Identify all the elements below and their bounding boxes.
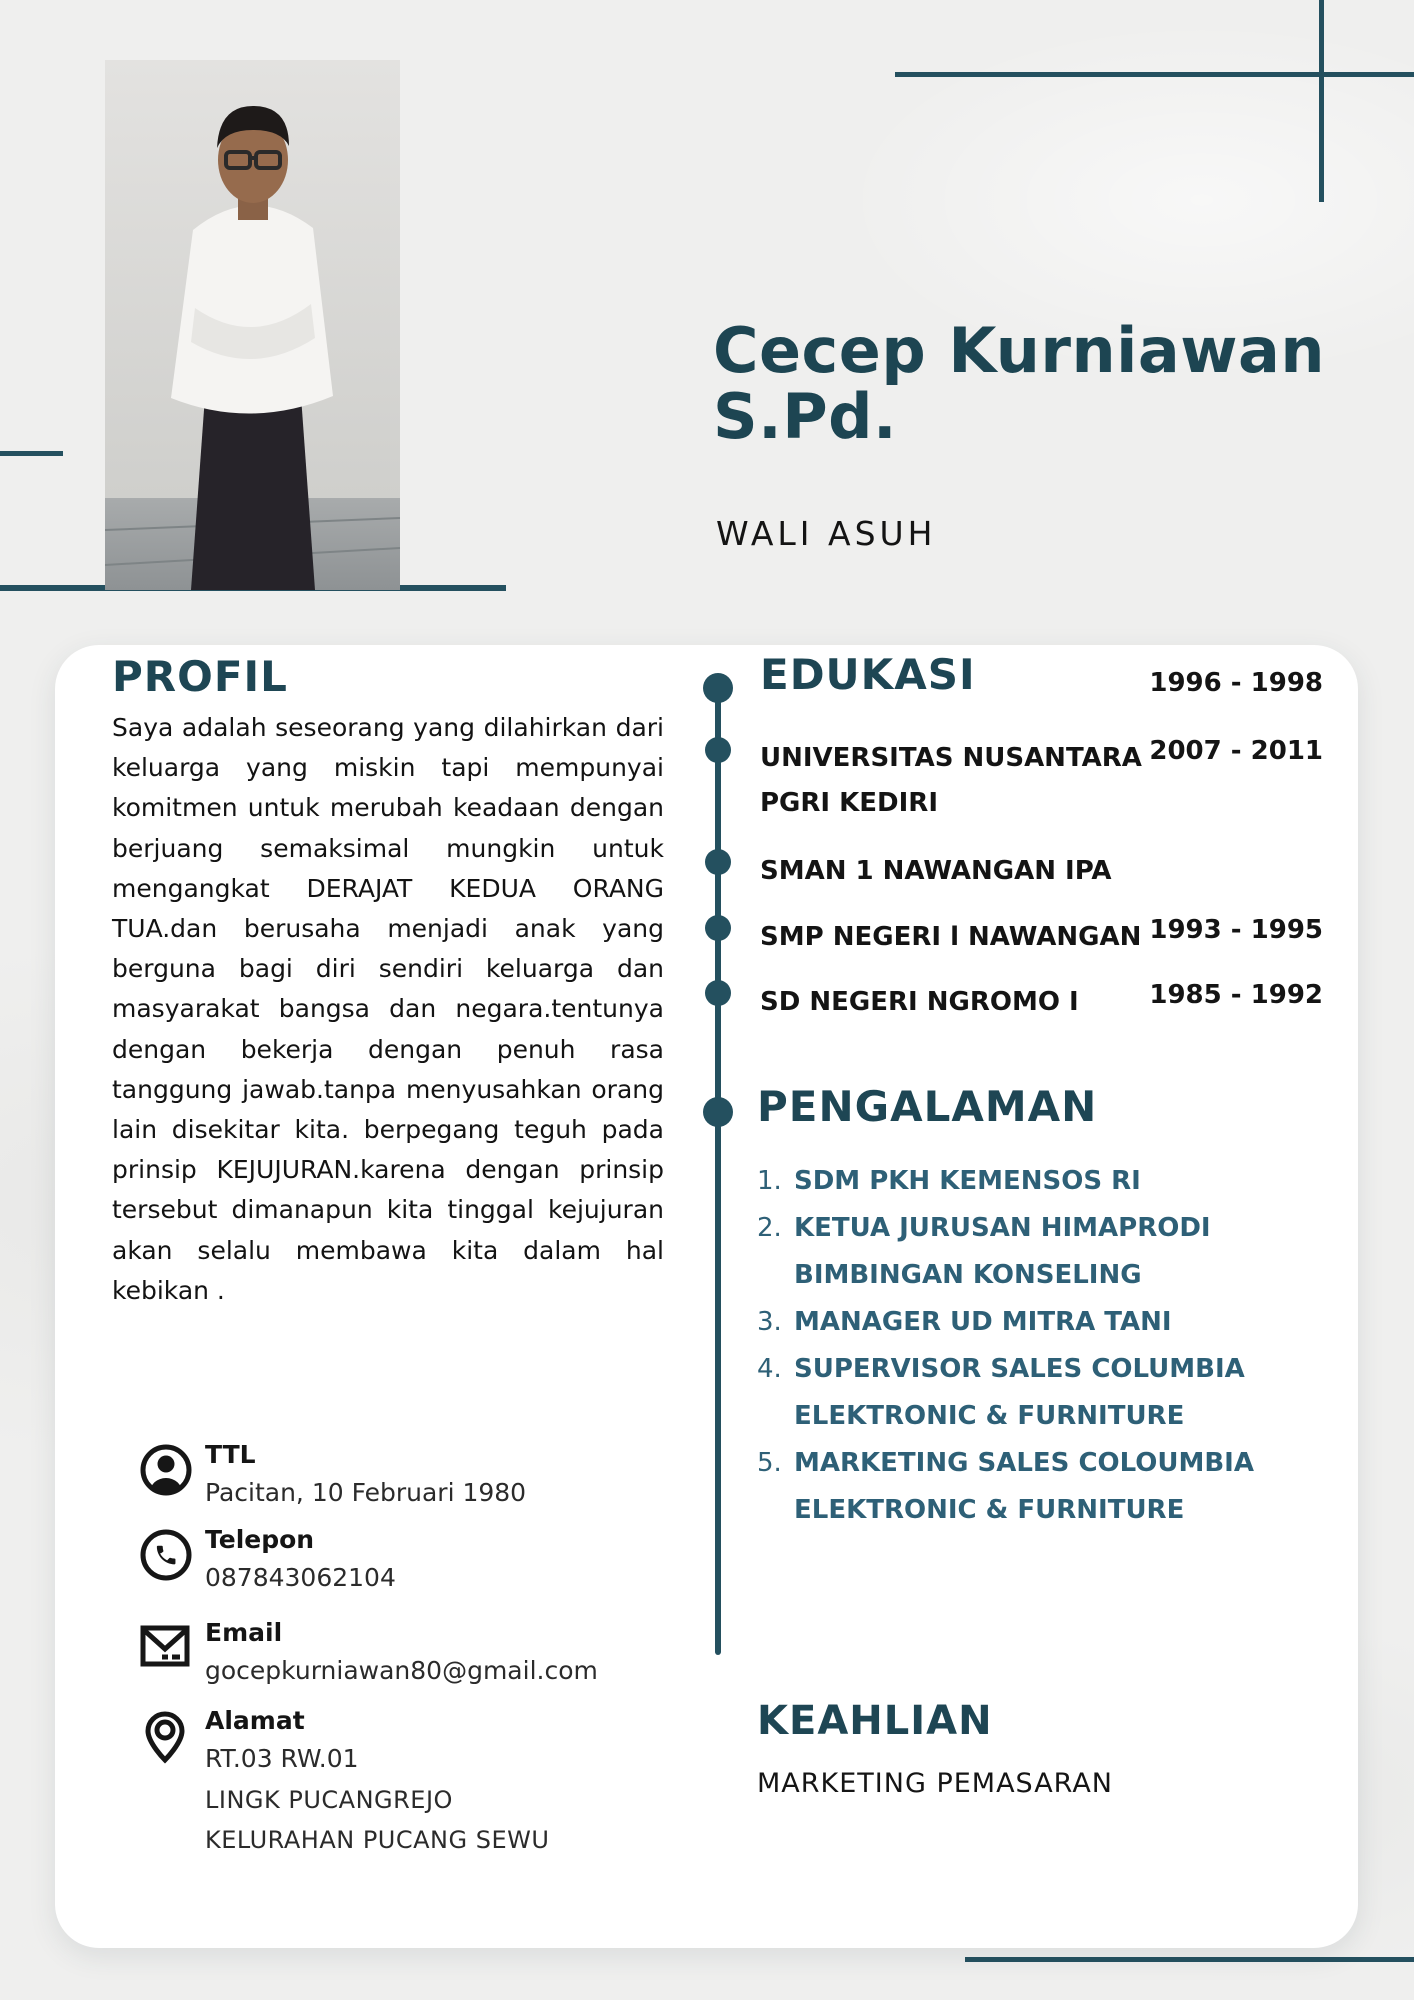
timeline-dot: [705, 849, 731, 875]
experience-item: SUPERVISOR SALES COLUMBIA ELEKTRONIC & FURNITURE: [794, 1354, 1245, 1431]
email-icon: [140, 1625, 190, 1667]
contact-email: [205, 1618, 598, 1685]
experience-item: MANAGER UD MITRA TANI: [794, 1307, 1172, 1337]
education-school: UNIVERSITAS NUSANTARA PGRI KEDIRI: [760, 743, 1142, 818]
person-name-line1: Cecep Kurniawan: [713, 314, 1325, 387]
profil-paragraph: Saya adalah seseorang yang dilahirkan dari keluarga yang miskin tapi mempunyai komitmen untuk merubah keadaan dengan berjuang semaksimal mungkin untuk mengangkat DERAJAT KEDUA ORANG TUA.dan berusaha menjadi anak yang berguna bagi diri sendiri keluarga dan masyarakat bangsa dan negara.tentunya dengan bekerja dengan penuh rasa tanggung jawab.tanpa menyusahkan orang lain disekitar kita. berpegang teguh pada prinsip KEJUJURAN.karena dengan prinsip tersebut dimanapun kita tinggal kejujuran akan selalu membawa kita dalam hal kebikan .: [112, 713, 664, 1305]
profil-section-title: PROFIL: [112, 652, 288, 701]
education-date: 2007 - 2011: [1149, 736, 1323, 766]
timeline-dot: [703, 673, 733, 703]
timeline-dot: [703, 1097, 733, 1127]
contact-phone-value: 087843062104: [205, 1563, 396, 1592]
person-icon: [140, 1444, 192, 1496]
timeline-line: [715, 686, 721, 1655]
edukasi-section-title: EDUKASI: [760, 650, 976, 699]
contact-address-line1: RT.03 RW.01: [205, 1744, 359, 1773]
keahlian-section-title: KEAHLIAN: [757, 1698, 993, 1744]
education-entry: [760, 980, 1323, 1025]
pengalaman-section-title: PENGALAMAN: [757, 1082, 1098, 1131]
experience-item: MARKETING SALES COLOUMBIA ELEKTRONIC & FURNITURE: [794, 1448, 1254, 1525]
education-school: SMP NEGERI l NAWANGAN: [760, 922, 1142, 952]
phone-icon: [140, 1529, 192, 1581]
education-school: SMAN 1 NAWANGAN IPA: [760, 856, 1112, 886]
education-date: 1985 - 1992: [1149, 980, 1323, 1010]
contact-email-label: Email: [205, 1618, 283, 1647]
contact-email-value: gocepkurniawan80@gmail.com: [205, 1656, 598, 1685]
person-role: WALI ASUH: [716, 514, 937, 553]
education-entry: [760, 915, 1323, 960]
person-name: [713, 314, 1373, 453]
left-edge-line: [0, 451, 63, 456]
timeline-dot: [705, 980, 731, 1006]
location-icon: [143, 1710, 187, 1766]
experience-list: [757, 1158, 1332, 1534]
contact-ttl-value: Pacitan, 10 Februari 1980: [205, 1478, 527, 1507]
profile-photo: [105, 60, 400, 590]
contact-address-line3: KELURAHAN PUCANG SEWU: [205, 1826, 550, 1854]
contact-ttl-label: TTL: [205, 1440, 256, 1469]
education-entry: [760, 736, 1323, 826]
experience-item: KETUA JURUSAN HIMAPRODI BIMBINGAN KONSELING: [794, 1213, 1211, 1290]
experience-item: SDM PKH KEMENSOS RI: [794, 1166, 1141, 1196]
education-school: SD NEGERI NGROMO I: [760, 987, 1079, 1017]
education-date: 1993 - 1995: [1149, 915, 1323, 945]
person-name-line2: S.Pd.: [713, 380, 898, 453]
contact-phone-label: Telepon: [205, 1525, 315, 1554]
top-right-vertical-line: [1319, 0, 1324, 202]
education-entry: [760, 849, 1323, 894]
edukasi-heading-date: 1996 - 1998: [1149, 668, 1323, 698]
contact-address: [205, 1706, 359, 1773]
bottom-right-line: [965, 1957, 1414, 1962]
top-right-horizontal-line: [895, 72, 1414, 77]
timeline-dot: [705, 915, 731, 941]
timeline-dot: [705, 737, 731, 763]
contact-address-label: Alamat: [205, 1706, 305, 1735]
contact-ttl: [205, 1440, 526, 1507]
skill-item: MARKETING PEMASARAN: [757, 1768, 1113, 1799]
contact-address-line2: LINGK PUCANGREJO: [205, 1786, 453, 1814]
contact-phone: [205, 1525, 396, 1592]
